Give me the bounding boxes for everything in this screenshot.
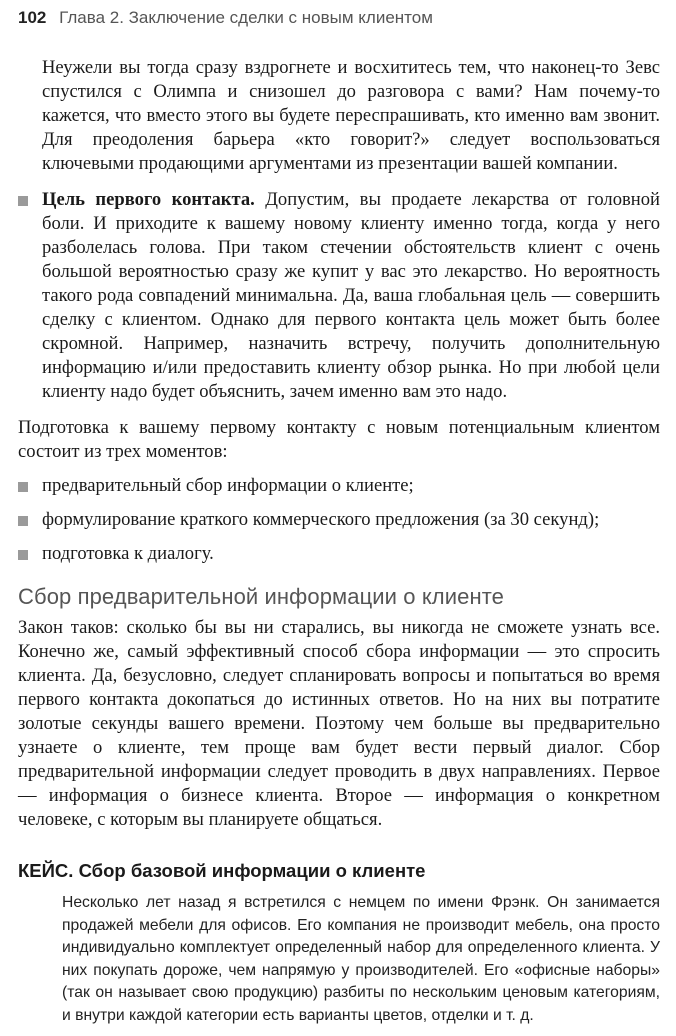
- list-item-text: предварительный сбор информации о клиенте;: [42, 475, 414, 496]
- case-heading: КЕЙС. Сбор базовой информации о клиенте: [18, 860, 426, 881]
- chapter-title: Глава 2. Заключение сделки с новым клиентом: [59, 8, 433, 27]
- square-bullet-icon: [18, 516, 28, 526]
- page-body: [18, 56, 660, 1027]
- intro-block: [18, 56, 660, 176]
- goal-paragraph: [42, 188, 660, 404]
- running-header: [18, 8, 666, 28]
- section-heading: Сбор предварительной информации о клиенте: [18, 584, 504, 609]
- goal-list-item: [18, 188, 660, 404]
- square-bullet-icon: [18, 196, 28, 206]
- intro-paragraph: Неужели вы тогда сразу вздрогнете и восхититесь тем, что наконец-то Зевс спустился с Олимпа и снизошел до разговора с вами? Нам почему-то кажется, что вместо этого вы будете переспрашивать, кто именно вам звонит. Для преодоления барьера «кто говорит?» следует воспользоваться ключевыми продающими аргументами из презентации вашей компании.: [42, 57, 660, 174]
- list-item: [18, 474, 660, 498]
- section-paragraph: Закон таков: сколько бы вы ни старались, вы никогда не сможете узнать все. Конечно же, самый эффективный способ сбора информации — это спросить клиента. Да, безусловно, следует спланировать вопросы и попытаться во время первого контакта докопаться до истинных ответов. Но на них вы потратите золотые секунды вашего времени. Поэтому чем больше вы предварительно узнаете о клиенте, тем проще вам будет вести первый диалог. Сбор предварительной информации следует проводить в двух направлениях. Первое — информация о бизнесе клиента. Второе — информация о конкретном человеке, с которым вы планируете общаться.: [18, 617, 660, 830]
- list-item: [18, 508, 660, 532]
- list-item-text: подготовка к диалогу.: [42, 543, 214, 564]
- goal-text: Допустим, вы продаете лекарства от головной боли. И приходите к вашему новому клиенту именно тогда, когда у него разболелась голова. При таком стечении обстоятельств клиент с очень большой вероятностью сразу же купит у вас это лекарство. Но вероятность такого рода совпадений минимальна. Да, ваша глобальная цель — совершить сделку с клиентом. Однако для первого контакта цель может быть более скромной. Например, назначить встречу, получить дополнительную информацию и/или предоставить клиенту обзор рынка. Но при любой цели клиенту надо будет объяснить, зачем именно вам это надо.: [42, 189, 660, 402]
- list-item: [18, 542, 660, 566]
- preparation-list: [18, 474, 660, 566]
- square-bullet-icon: [18, 550, 28, 560]
- case-paragraph: Несколько лет назад я встретился с немцем по имени Фрэнк. Он занимается продажей мебели для офисов. Его компания не производит мебель, она просто индивидуально комплектует определенный набор для определенного клиента. У них покупать дороже, чем напрямую у производителей. Его «офисные наборы» (так он называет свою продукцию) разбиты по нескольким ценовым категориям, и внутри каждой категории есть варианты цветов, отделки и т. д.: [62, 894, 660, 1024]
- page-number: 102: [18, 8, 47, 27]
- preparation-intro: Подготовка к вашему первому контакту с новым потенциальным клиентом состоит из трех моментов:: [18, 417, 660, 462]
- square-bullet-icon: [18, 482, 28, 492]
- list-item-text: формулирование краткого коммерческого предложения (за 30 секунд);: [42, 509, 600, 530]
- goal-heading: Цель первого контакта.: [42, 189, 255, 210]
